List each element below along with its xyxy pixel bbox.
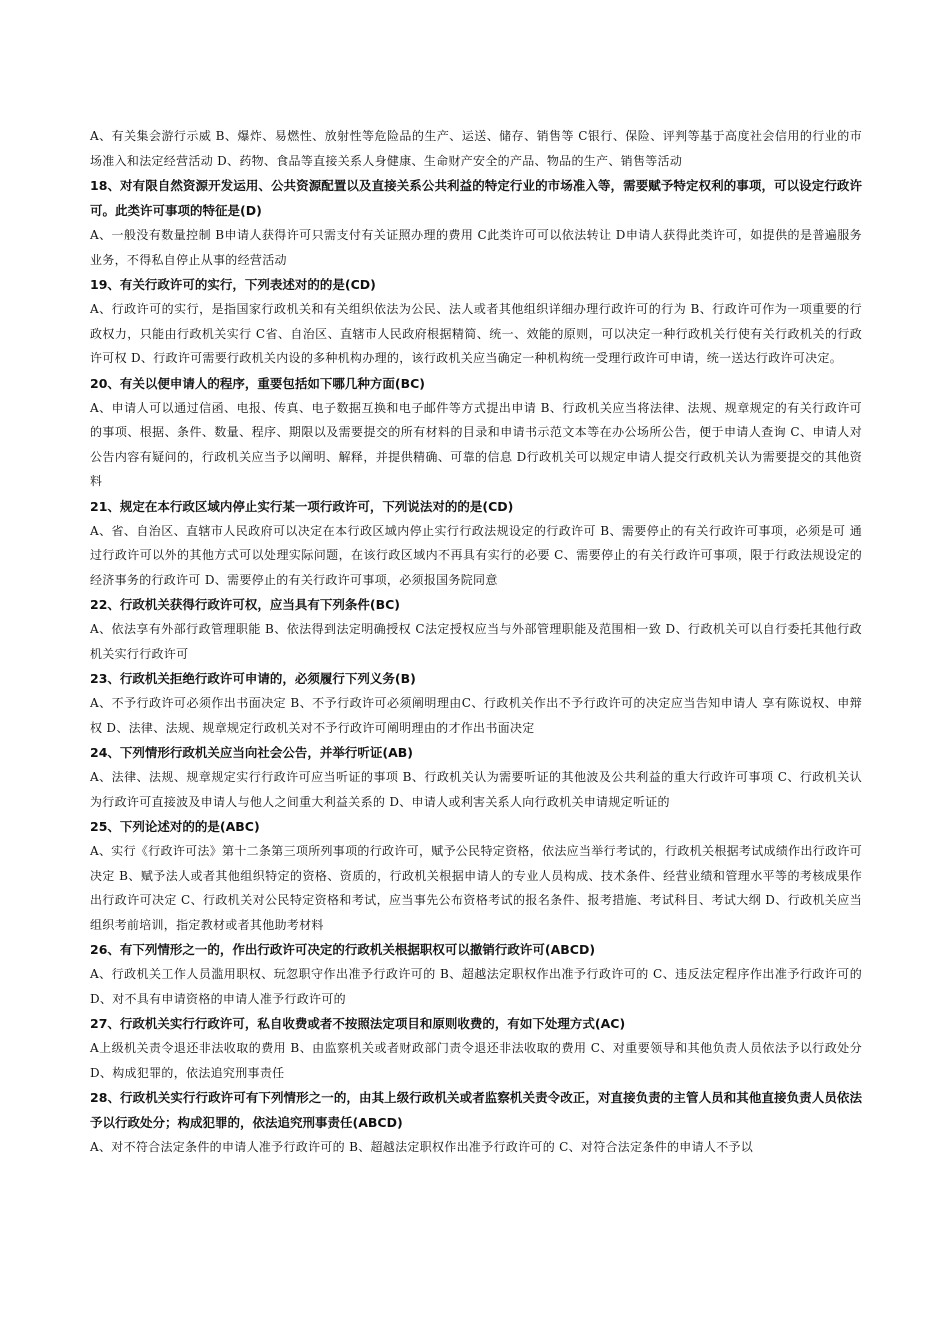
document-page	[90, 124, 862, 1160]
answer-options-17: A、有关集会游行示威 B、爆炸、易燃性、放射性等危险品的生产、运送、储存、销售等 C银行、保险、评判等基于高度社会信用的行业的市场准入和法定经营活动 D、药物、食品等直接关系人身健康、生命财产安全的产品、物品的生产、销售等活动	[90, 129, 862, 168]
answer-options-28: A、对不符合法定条件的申请人准予行政许可的 B、超越法定职权作出准予行政许可的 C、对符合法定条件的申请人不予以	[90, 1140, 754, 1154]
answer-options-23: A、不予行政许可必须作出书面决定 B、不予行政许可必须阐明理由C、行政机关作出不予行政许可的决定应当告知申请人 享有陈说权、申辩权 D、法律、法规、规章规定行政机关对不予行政许可阐明理由的才作出书面决定	[90, 696, 862, 735]
question-23: 23、行政机关拒绝行政许可申请的，必须履行下列义务(B)	[90, 671, 416, 686]
answer-options-21: A、省、自治区、直辖市人民政府可以决定在本行政区域内停止实行行政法规设定的行政许可 B、需要停止的有关行政许可事项，必须是可 通过行政许可以外的其他方式可以处理实际问题，在该行政区域内不再具有实行的必要 C、需要停止的有关行政许可事项，限于行政法规设定的经济事务的行政许可 D、需要停止的有关行政许可事项，必须报国务院同意	[90, 523, 862, 587]
answer-options-20: A、申请人可以通过信函、电报、传真、电子数据互换和电子邮件等方式提出申请 B、行政机关应当将法律、法规、规章规定的有关行政许可的事项、根据、条件、数量、程序、期限以及需要提交的所有材料的目录和申请书示范文本等在办公场所公告，便于申请人查询 C、申请人对公告内容有疑问的，行政机关应当予以阐明、解释，并提供精确、可靠的信息 D行政机关可以规定申请人提交行政机关认为需要提交的其他资料	[90, 400, 862, 488]
question-20: 20、有关以便申请人的程序，重要包括如下哪几种方面(BC)	[90, 375, 426, 391]
question-18: 18、对有限自然资源开发运用、公共资源配置以及直接关系公共利益的特定行业的市场准入等，需要赋予特定权利的事项，可以设定行政许可。此类许可事项的特征是(D)	[90, 178, 862, 218]
answer-options-25: A、实行《行政许可法》第十二条第三项所列事项的行政许可，赋予公民特定资格，依法应当举行考试的，行政机关根据考试成绩作出行政许可决定 B、赋予法人或者其他组织特定的资格、资质的，行政机关根据申请人的专业人员构成、技术条件、经营业绩和管理水平等的考核成果作出行政许可决定 C、行政机关对公民特定资格和考试，应当事先公布资格考试的报名条件、报考措施、考试科目、考试大纲 D、行政机关应当组织考前培训，指定教材或者其他助考材料	[90, 844, 862, 932]
question-19: 19、有关行政许可的实行，下列表述对的的是(CD)	[90, 277, 376, 292]
answer-options-19: A、行政许可的实行，是指国家行政机关和有关组织依法为公民、法人或者其他组织详细办理行政许可的行为 B、行政许可作为一项重要的行政权力，只能由行政机关实行 C省、自治区、直辖市人民政府根据精简、统一、效能的原则，可以决定一种行政机关行使有关行政机关的行政许可权 D、行政许可需要行政机关内设的多种机构办理的，该行政机关应当确定一种机构统一受理行政许可申请，统一送达行政许可决定。	[90, 302, 862, 365]
answer-options-18: A、一般没有数量控制 B申请人获得许可只需支付有关证照办理的费用 C此类许可可以依法转让 D申请人获得此类许可，如提供的是普遍服务业务，不得私自停止从事的经营活动	[90, 228, 862, 267]
question-21: 21、规定在本行政区域内停止实行某一项行政许可，下列说法对的的是(CD)	[90, 498, 514, 514]
question-27: 27、行政机关实行行政许可，私自收费或者不按照法定项目和原则收费的，有如下处理方式(AC)	[90, 1016, 626, 1031]
question-24: 24、下列情形行政机关应当向社会公告，并举行听证(AB)	[90, 745, 414, 760]
answer-options-27: A上级机关责令退还非法收取的费用 B、由监察机关或者财政部门责令退还非法收取的费用 C、对重要领导和其他负责人员依法予以行政处分 D、构成犯罪的，依法追究刑事责任	[90, 1041, 862, 1080]
question-28: 28、行政机关实行行政许可有下列情形之一的，由其上级行政机关或者监察机关责令改正，对直接负责的主管人员和其他直接负责人员依法予以行政处分；构成犯罪的，依法追究刑事责任(ABCD)	[90, 1090, 862, 1130]
answer-options-24: A、法律、法规、规章规定实行行政许可应当听证的事项 B、行政机关认为需要听证的其他波及公共利益的重大行政许可事项 C、行政机关认为行政许可直接波及申请人与他人之间重大利益关系的 D、申请人或利害关系人向行政机关申请规定听证的	[90, 770, 862, 809]
answer-options-22: A、依法享有外部行政管理职能 B、依法得到法定明确授权 C法定授权应当与外部管理职能及范围相一致 D、行政机关可以自行委托其他行政机关实行行政许可	[90, 622, 862, 661]
answer-options-26: A、行政机关工作人员滥用职权、玩忽职守作出准予行政许可的 B、超越法定职权作出准予行政许可的 C、违反法定程序作出准予行政许可的 D、对不具有申请资格的申请人准予行政许可的	[90, 967, 862, 1006]
question-26: 26、有下列情形之一的，作出行政许可决定的行政机关根据职权可以撤销行政许可(ABCD)	[90, 942, 596, 957]
question-25: 25、下列论述对的的是(ABC)	[90, 819, 260, 834]
question-22: 22、行政机关获得行政许可权，应当具有下列条件(BC)	[90, 597, 401, 612]
